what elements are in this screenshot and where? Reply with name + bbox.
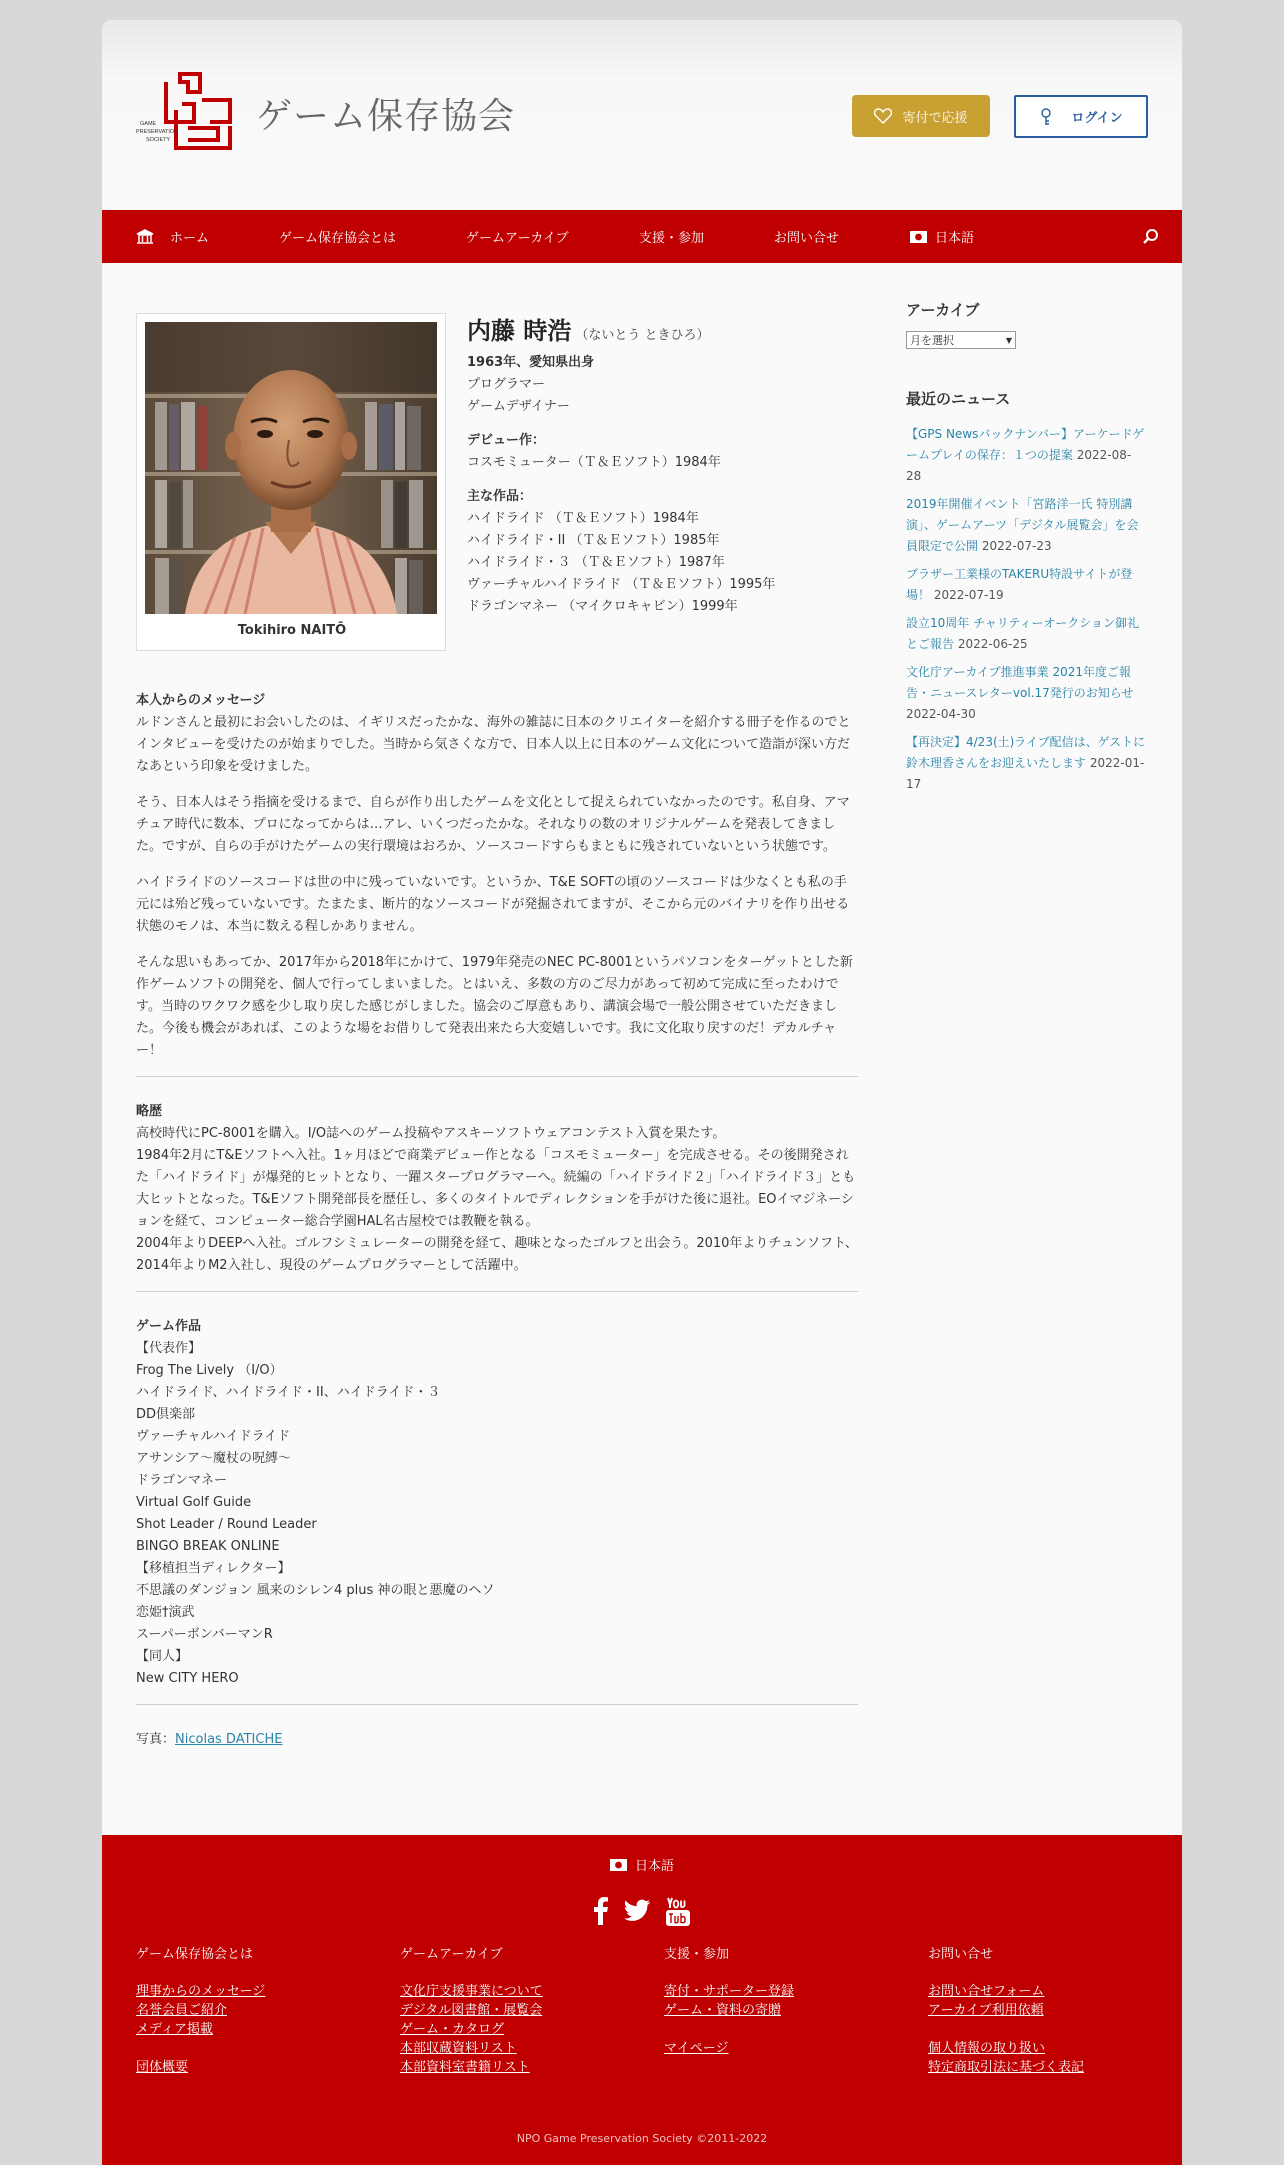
nav-support[interactable] [639, 210, 704, 263]
site-title[interactable]: ゲーム保存協会 [256, 96, 516, 137]
debut-heading: デビュー作： [467, 433, 546, 448]
main-navigation [102, 210, 1182, 263]
footer-link[interactable]: 理事からのメッセージ [136, 1984, 266, 1999]
profile-name: 内藤 時浩 [467, 317, 572, 345]
news-item [906, 732, 1146, 795]
footer-link[interactable]: 文化庁支援事業について [400, 1984, 543, 1999]
news-item [906, 494, 1146, 557]
game-line: New CITY HERO [136, 1671, 239, 1686]
logo-text-preservation: PRESERVATION [136, 129, 179, 135]
section-divider [136, 1704, 858, 1705]
game-line: Frog The Lively （I/O） [136, 1363, 283, 1378]
profile-name-line [467, 315, 867, 352]
nav-home[interactable] [136, 210, 209, 263]
profile-photo [145, 322, 437, 614]
news-date: 2022-07-23 [981, 539, 1052, 553]
game-line: ヴァーチャルハイドライド [136, 1429, 291, 1444]
news-link[interactable]: 文化庁アーカイブ推進事業 2021年度ご報告・ニュースレターvol.17発行のお知らせ [906, 665, 1134, 700]
donate-button[interactable] [852, 95, 990, 137]
game-line: DD倶楽部 [136, 1407, 196, 1422]
game-line: BINGO BREAK ONLINE [136, 1539, 280, 1554]
footer-link[interactable]: ゲーム・カタログ [400, 2022, 505, 2037]
message-paragraph: そう、日本人はそう指摘を受けるまで、自らが作り出したゲームを文化として捉えられていなかったのです。私自身、アマチュア時代に数本、プロになってからは…アレ、いくつだったかな。それなりの数のオリジナルゲームを発表してきました。ですが、自らの手がけたゲームの実行環境はおろか、ソースコードすらもまともに残されていないという状態です。 [136, 795, 850, 854]
game-line: アサンシア～魔杖の呪縛～ [136, 1451, 292, 1466]
twitter-icon[interactable] [623, 1899, 651, 1923]
news-heading: 最近のニュース [906, 390, 1011, 408]
work-item: ドラゴンマネー （マイクロキャビン）1999年 [467, 599, 738, 614]
news-item [906, 613, 1146, 655]
games-heading: ゲーム作品 [136, 1319, 202, 1334]
footer-link[interactable]: 本部資料室書籍リスト [400, 2060, 530, 2075]
nav-search[interactable] [1142, 210, 1160, 263]
profile-photo-box [136, 313, 446, 651]
footer-column-contact [928, 1945, 1148, 2077]
game-line: ドラゴンマネー [136, 1473, 228, 1488]
game-line: 【代表作】 [136, 1341, 202, 1356]
archive-month-select[interactable] [906, 331, 1016, 349]
news-link[interactable]: 【GPS Newsバックナンバー】アーケードゲームプレイの保存：１つの提案 [906, 427, 1145, 462]
footer-link[interactable]: 寄付・サポーター登録 [664, 1984, 795, 1999]
footer-link[interactable]: お問い合せフォーム [928, 1984, 1045, 1999]
news-date: 2022-07-19 [933, 588, 1004, 602]
chevron-down-icon: ▼ [1005, 335, 1012, 345]
nav-contact-label: お問い合せ [774, 231, 840, 246]
news-link[interactable]: 2019年開催イベント「宮路洋一氏 特別講演」、ゲームアーツ「デジタル展覧会」を会員限定で公開 [906, 497, 1139, 553]
profile-kana: （ないとう ときひろ） [575, 328, 710, 343]
footer-column-heading: 支援・参加 [664, 1947, 730, 1962]
work-item: ハイドライド・３ （Ｔ＆Ｅソフト）1987年 [467, 555, 725, 570]
site-logo[interactable] [136, 70, 236, 154]
museum-icon [136, 229, 154, 245]
footer-column-about [136, 1945, 356, 2077]
footer-column-heading: ゲームアーカイブ [400, 1947, 503, 1962]
profile-role: ゲームデザイナー [467, 399, 570, 414]
footer-link[interactable]: 本部収蔵資料リスト [400, 2041, 517, 2056]
photographer-link[interactable]: Nicolas DATICHE [175, 1732, 283, 1747]
debut-work: コスモミューター（Ｔ＆Ｅソフト）1984年 [467, 455, 721, 470]
profile-role: プログラマー [467, 377, 546, 392]
message-paragraph: ハイドライドのソースコードは世の中に残っていないです。というか、T&E SOFTの頃のソースコードは少なくとも私の手元には殆ど残っていないです。たまたま、断片的なソースコードが発掘されてますが、そこから元のバイナリを作り出せる状態のモノは、本当に数える程しかありません。 [136, 875, 850, 934]
work-item: ヴァーチャルハイドライド （Ｔ＆Ｅソフト）1995年 [467, 577, 776, 592]
profile-birth: 1963年、愛知県出身 [467, 355, 595, 370]
copyright: NPO Game Preservation Society ©2011-2022 [516, 2132, 768, 2145]
news-date: 2022-04-30 [906, 707, 976, 721]
game-line: 不思議のダンジョン 風来のシレン4 plus 神の眼と悪魔のヘソ [136, 1583, 495, 1598]
photo-credit [136, 1729, 858, 1751]
social-links [102, 1897, 1182, 1927]
game-line: 【移植担当ディレクター】 [136, 1561, 291, 1576]
section-divider [136, 1291, 858, 1292]
history-paragraph: 高校時代にPC-8001を購入。I/O誌へのゲーム投稿やアスキーソフトウェアコンテスト入賞を果たす。 [136, 1126, 726, 1141]
youtube-icon[interactable] [665, 1897, 691, 1927]
japan-flag-icon [910, 231, 927, 243]
news-link[interactable]: ブラザー工業様のTAKERU特設サイトが登場！ [906, 567, 1133, 602]
nav-contact[interactable] [774, 210, 839, 263]
japan-flag-icon [610, 1859, 627, 1871]
footer-link[interactable]: 名誉会員ご紹介 [136, 2003, 228, 2018]
photo-credit-prefix: 写真： [136, 1732, 176, 1747]
footer-link[interactable]: 個人情報の取り扱い [928, 2041, 1046, 2056]
footer-column-support [664, 1945, 884, 2058]
site-header [102, 20, 1182, 210]
footer-column-heading: お問い合せ [928, 1947, 994, 1962]
login-button[interactable] [1014, 95, 1148, 138]
news-link[interactable]: 設立10周年 チャリティーオークション御礼とご報告 [906, 616, 1140, 651]
key-icon [1039, 108, 1053, 126]
news-link[interactable]: 【再決定】4/23(土)ライブ配信は、ゲストに鈴木理香さんをお迎えいたします [906, 735, 1146, 770]
news-item [906, 564, 1146, 606]
footer-link[interactable]: アーカイブ利用依頼 [928, 2003, 1044, 2018]
nav-language[interactable] [910, 210, 974, 263]
news-date: 2022-06-25 [957, 637, 1028, 651]
footer-link[interactable]: デジタル図書館・展覧会 [400, 2003, 543, 2018]
works-heading: 主な作品： [467, 489, 533, 504]
work-item: ハイドライド・II （Ｔ＆Ｅソフト）1985年 [467, 533, 720, 548]
facebook-icon[interactable] [593, 1897, 609, 1925]
profile-info [467, 315, 867, 618]
footer-link[interactable]: マイページ [664, 2041, 729, 2056]
history-paragraph: 1984年2月にT&Eソフトへ入社。1ヶ月ほどで商業デビュー作となる「コスモミューター」を完成させる。その後開発された「ハイドライド」が爆発的ヒットとなり、一躍スタープログラマーへ。続編の「ハイドライド２」「ハイドライド３」とも大ヒットとなった。T&Eソフト開発部長を歴任し、多くのタイトルでディレクションを手がけた後に退社。EOイマジネーションを経て、コンピューター総合学園HAL名古屋校では教鞭を執る。 [136, 1148, 856, 1229]
news-item [906, 424, 1146, 487]
message-paragraph: ルドンさんと最初にお会いしたのは、イギリスだったかな、海外の雑誌に日本のクリエイターを紹介する冊子を作るのでとインタビューを受けたのが始まりでした。当時から気さくな方で、日本人以上に日本のゲーム文化について造詣が深い方だなあという印象を受けました。 [136, 715, 851, 774]
sidebar [906, 300, 1146, 802]
history-paragraph: 2004年よりDEEPへ入社。ゴルフシミュレーターの開発を経て、趣味となったゴルフと出会う。2010年よりチュンソフト、2014年よりM2入社し、現役のゲームプログラマーとして活躍中。 [136, 1236, 858, 1273]
work-item: ハイドライド （Ｔ＆Ｅソフト）1984年 [467, 511, 699, 526]
footer-column-heading: ゲーム保存協会とは [136, 1947, 254, 1962]
nav-archive[interactable] [466, 210, 569, 263]
heart-icon [874, 108, 892, 124]
news-date: 2022-01-17 [906, 756, 1145, 791]
footer-language-label: 日本語 [634, 1859, 674, 1874]
page-container [102, 20, 1182, 2165]
donate-label: 寄付で応援 [902, 110, 968, 126]
game-line: スーパーボンバーマンR [136, 1627, 273, 1642]
footer-column-archive [400, 1945, 620, 2077]
portrait-image [145, 322, 437, 614]
section-divider [136, 1076, 858, 1077]
nav-support-label: 支援・参加 [639, 231, 705, 246]
nav-language-label: 日本語 [935, 231, 975, 246]
archive-heading: アーカイブ [906, 301, 980, 319]
login-label: ログイン [1071, 111, 1123, 126]
article-body [136, 690, 858, 1751]
news-item [906, 662, 1146, 725]
nav-about-label: ゲーム保存協会とは [279, 231, 397, 246]
nav-archive-label: ゲームアーカイブ [466, 231, 569, 246]
message-paragraph: そんな思いもあってか、2017年から2018年にかけて、1979年発売のNEC PC-8001というパソコンをターゲットとした新作ゲームソフトの開発を、個人で行ってしまいました。とはいえ、多数の方のご尽力があって初めて完成に至ったわけです。当時のワクワク感を少し取り戻した感じがしました。協会のご厚意もあり、講演会場で一般公開させていただきました。今後も機会があれば、このような場をお借りして発表出来たら大変嬉しいです。我に文化取り戻すのだ！デカルチャー！ [136, 955, 853, 1058]
footer-link[interactable]: 団体概要 [136, 2060, 189, 2075]
history-heading: 略歴 [136, 1104, 163, 1119]
message-heading: 本人からのメッセージ [136, 693, 266, 708]
logo-text-society: SOCIETY [146, 137, 171, 143]
gps-logo-icon [136, 70, 236, 154]
nav-home-label: ホーム [170, 231, 210, 246]
photo-caption: Tokihiro NAITŌ [237, 623, 347, 638]
logo-text-game: GAME [140, 121, 157, 127]
game-line: ハイドライド、ハイドライド・II、ハイドライド・３ [136, 1385, 441, 1400]
game-line: 恋姫†演武 [136, 1605, 195, 1620]
site-footer [102, 1835, 1182, 2165]
search-icon [1142, 228, 1160, 246]
nav-about[interactable] [279, 210, 396, 263]
game-line: Shot Leader / Round Leader [136, 1517, 317, 1532]
news-date: 2022-08-28 [906, 448, 1132, 483]
game-line: Virtual Golf Guide [136, 1495, 252, 1510]
game-line: 【同人】 [136, 1649, 189, 1664]
footer-language[interactable] [102, 1855, 1182, 1874]
archive-select-value: 月を選択 [910, 333, 954, 347]
footer-link[interactable]: 特定商取引法に基づく表記 [928, 2060, 1085, 2075]
footer-link[interactable]: ゲーム・資料の寄贈 [664, 2003, 782, 2018]
footer-link[interactable]: メディア掲載 [136, 2022, 213, 2037]
